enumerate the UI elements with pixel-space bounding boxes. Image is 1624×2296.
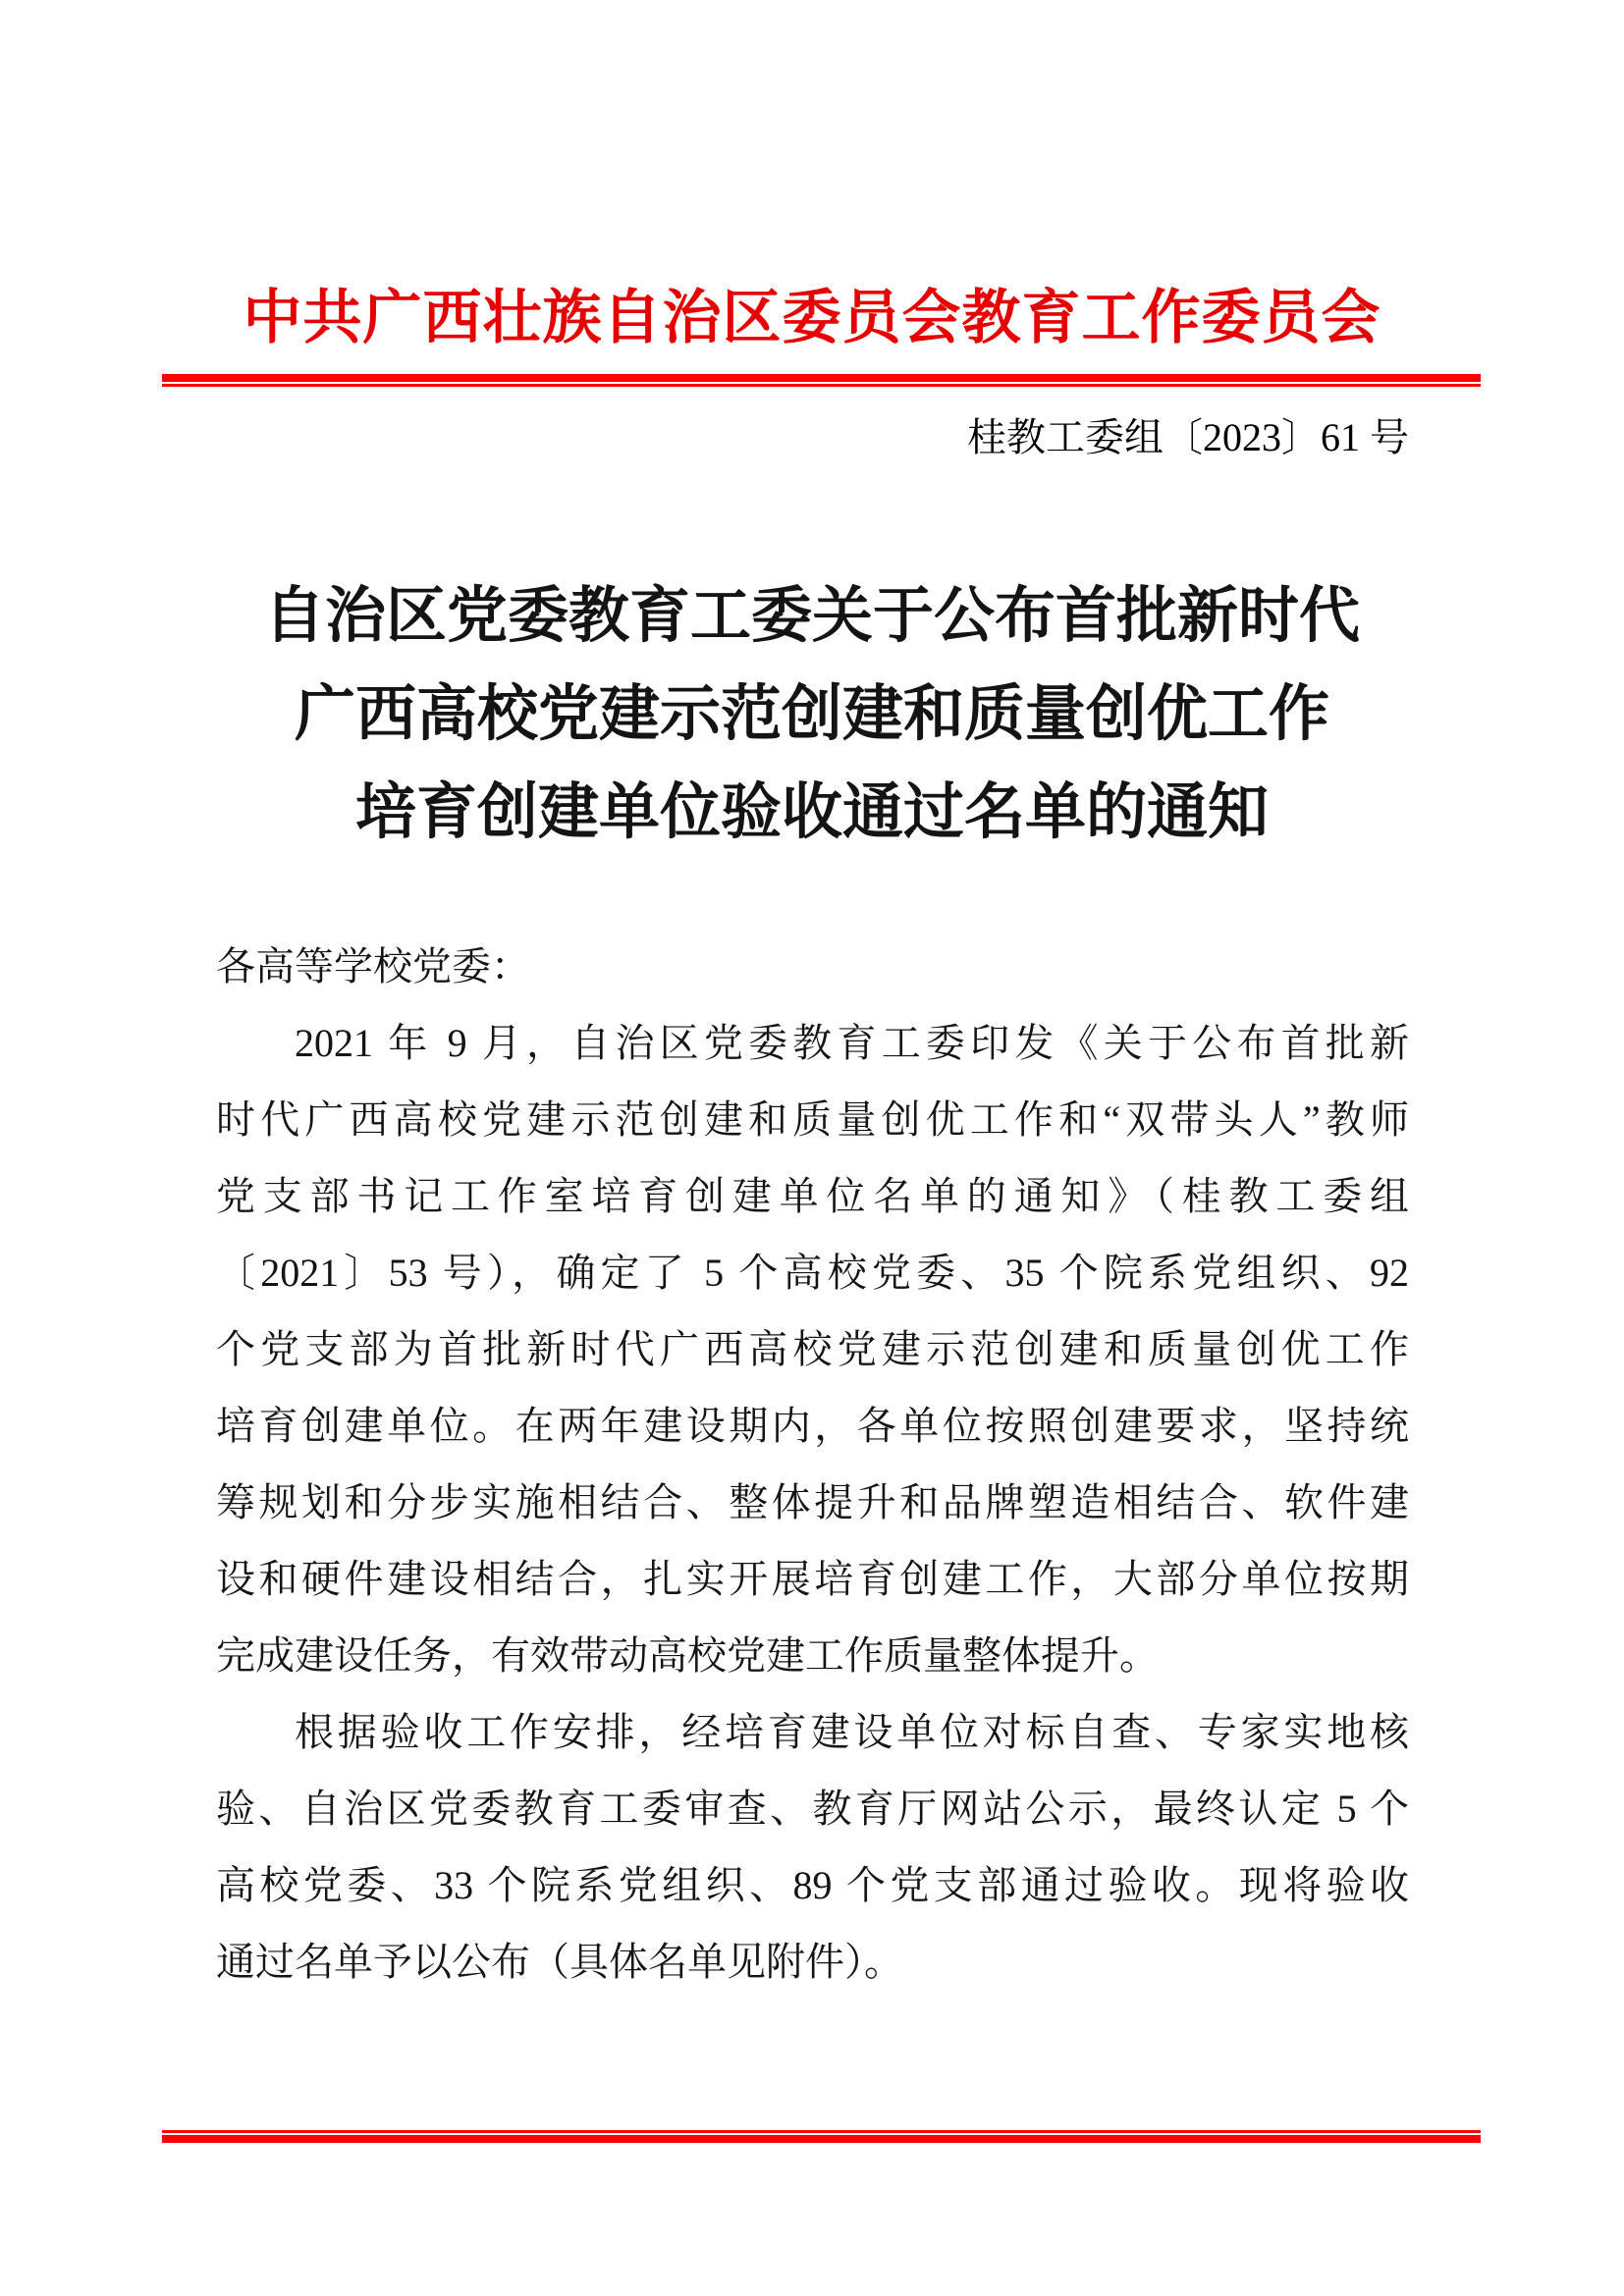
document-title-line: 自治区党委教育工委关于公布首批新时代	[263, 583, 1360, 650]
document-body	[216, 929, 1409, 2001]
header-org-title: 中共广西壮族自治区委员会教育工作委员会	[243, 286, 1381, 350]
body-text-line: 通过名单予以公布（具体名单见附件）。	[216, 1940, 903, 1984]
document-title-line: 培育创建单位验收通过名单的通知	[354, 779, 1269, 846]
rule-thick-bar	[162, 374, 1481, 382]
body-text-line: 筹规划和分步实施相结合、整体提升和品牌塑造相结合、软件建	[216, 1480, 1409, 1524]
salutation: 各高等学校党委：	[216, 944, 530, 988]
body-text-line: 验、自治区党委教育工委审查、教育厅网站公示，最终认定 5 个	[216, 1787, 1409, 1831]
body-text-line: 党支部书记工作室培育创建单位名单的通知》（桂教工委组	[216, 1174, 1409, 1218]
body-text-line: 时代广西高校党建示范创建和质量创优工作和“双带头人”教师	[216, 1097, 1409, 1142]
body-text-line: 个党支部为首批新时代广西高校党建示范创建和质量创优工作	[216, 1327, 1409, 1371]
rule-thin-bar	[162, 384, 1481, 387]
body-text-line: 设和硬件建设相结合，扎实开展培育创建工作，大部分单位按期	[216, 1557, 1409, 1601]
footer-separator-rule	[162, 2130, 1481, 2143]
body-text-line: 根据验收工作安排，经培育建设单位对标自查、专家实地核	[295, 1710, 1409, 1754]
body-text-line: 〔2021〕53 号），确定了 5 个高校党委、35 个院系党组织、92	[216, 1251, 1409, 1295]
body-text-line: 完成建设任务，有效带动高校党建工作质量整体提升。	[216, 1633, 1159, 1678]
body-text-line: 2021 年 9 月，自治区党委教育工委印发《关于公布首批新	[295, 1021, 1409, 1065]
body-text-line: 高校党委、33 个院系党组织、89 个党支部通过验收。现将验收	[216, 1863, 1409, 1907]
document-title-line: 广西高校党建示范创建和质量创优工作	[294, 681, 1329, 748]
rule-thick-bar	[162, 2135, 1481, 2143]
header-separator-rule	[162, 374, 1481, 387]
document-number: 桂教工委组〔2023〕61 号	[967, 415, 1409, 459]
document-title	[0, 567, 1624, 862]
body-text-line: 培育创建单位。在两年建设期内，各单位按照创建要求，坚持统	[216, 1404, 1409, 1448]
